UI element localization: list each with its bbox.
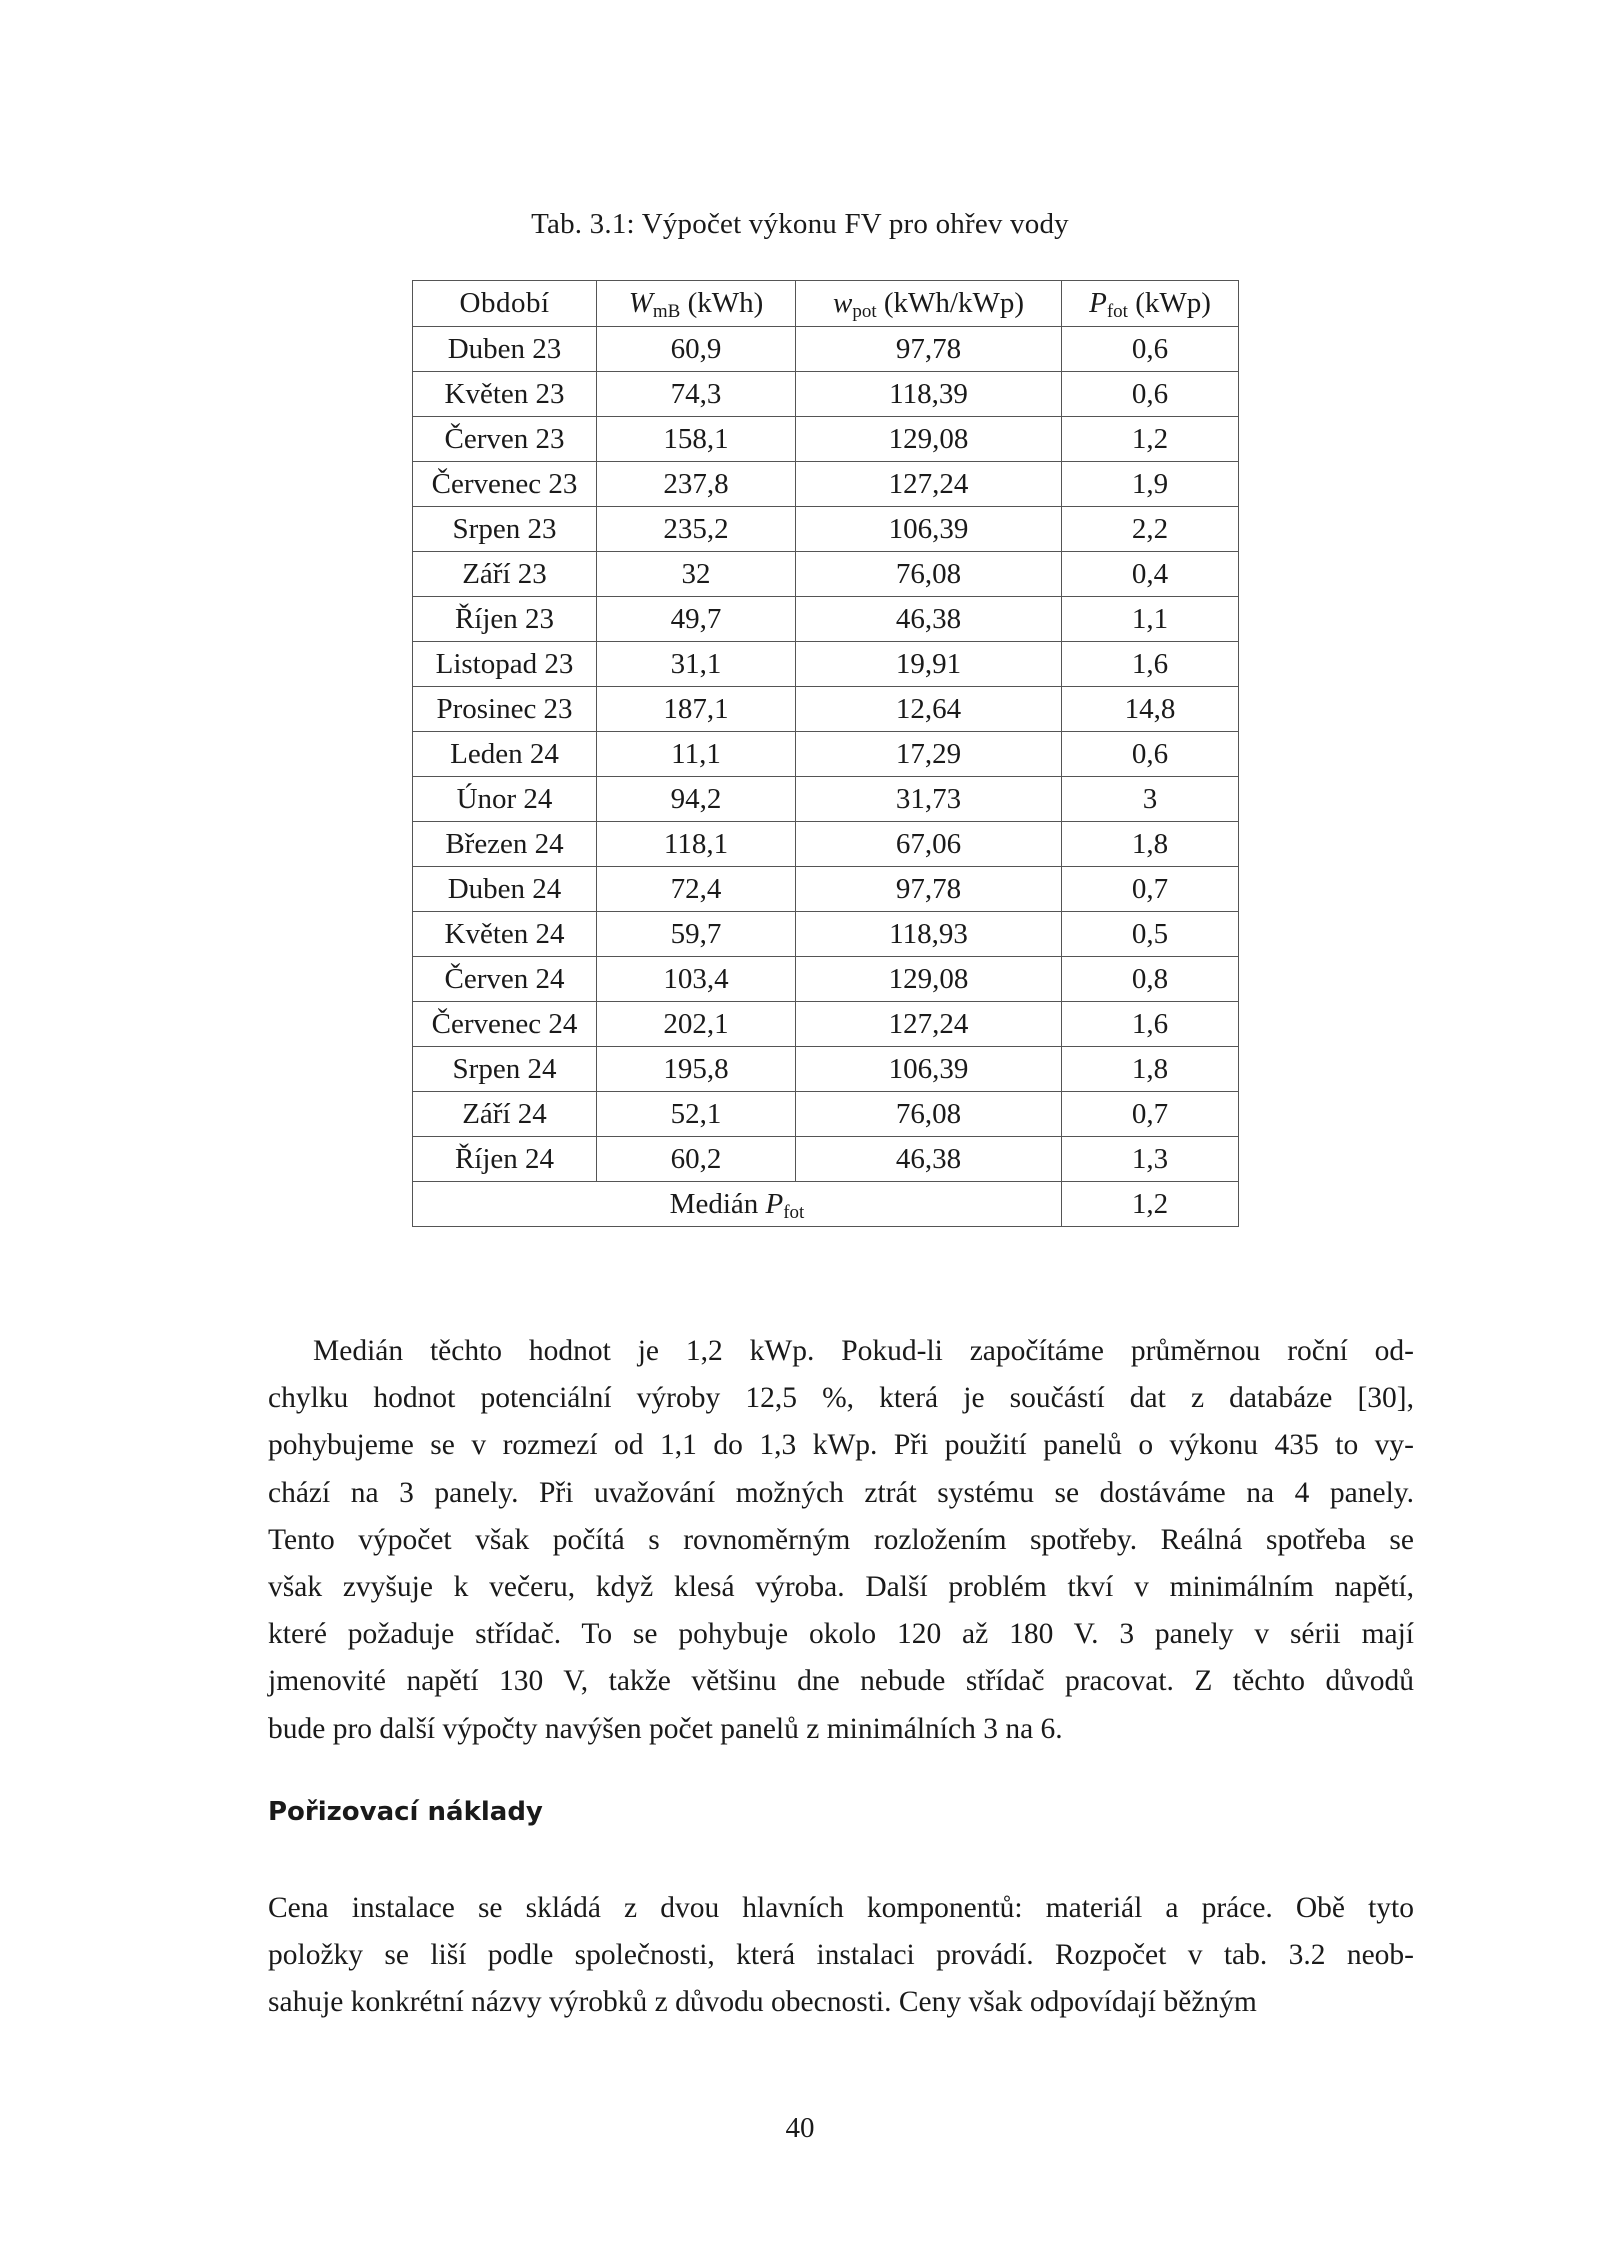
text-line: bude pro další výpočty navýšen počet panelů z minimálních 3 na 6. [268, 1712, 1063, 1745]
table-row [413, 372, 1239, 417]
cell-period: Duben 23 [413, 327, 597, 372]
table-header-row [413, 281, 1239, 327]
table-row [413, 462, 1239, 507]
header-wmb: $W_{mB}$ (kWh) [597, 281, 796, 327]
cell-wpot: 19,91 [796, 642, 1062, 687]
cell-period: Srpen 24 [413, 1047, 597, 1092]
median-label: Medián $P_{fot}$ [413, 1182, 1062, 1227]
table-row [413, 822, 1239, 867]
cell-pfot: 1,1 [1062, 597, 1239, 642]
cell-wmb: 59,7 [597, 912, 796, 957]
cell-wpot: 118,93 [796, 912, 1062, 957]
table-row [413, 1047, 1239, 1092]
cell-wmb: 52,1 [597, 1092, 796, 1137]
page-number: 40 [785, 2112, 815, 2144]
cell-wmb: 187,1 [597, 687, 796, 732]
cell-period: Prosinec 23 [413, 687, 597, 732]
cell-pfot: 0,7 [1062, 1092, 1239, 1137]
paragraph-acquisition-costs [268, 1885, 1414, 2027]
cell-wpot: 46,38 [796, 597, 1062, 642]
table-row [413, 327, 1239, 372]
table-row [413, 867, 1239, 912]
table-row [413, 642, 1239, 687]
cell-wmb: 31,1 [597, 642, 796, 687]
cell-pfot: 0,8 [1062, 957, 1239, 1002]
cell-period: Červen 24 [413, 957, 597, 1002]
table-row [413, 1092, 1239, 1137]
table-row [413, 777, 1239, 822]
cell-pfot: 0,5 [1062, 912, 1239, 957]
cell-pfot: 0,4 [1062, 552, 1239, 597]
cell-period: Duben 24 [413, 867, 597, 912]
cell-wmb: 195,8 [597, 1047, 796, 1092]
median-value: 1,2 [1062, 1182, 1239, 1227]
cell-wmb: 74,3 [597, 372, 796, 417]
text-line: jmenovité napětí 130 V, takže většinu dne nebude střídač pracovat. Z těchto důvodů [268, 1665, 1414, 1698]
cell-wpot: 106,39 [796, 507, 1062, 552]
table-row [413, 732, 1239, 777]
cell-wpot: 31,73 [796, 777, 1062, 822]
pv-calculation-table [412, 280, 1239, 1227]
table-row [413, 597, 1239, 642]
table-row [413, 552, 1239, 597]
text-line: které požaduje střídač. To se pohybuje okolo 120 až 180 V. 3 panely v sérii mají [268, 1618, 1414, 1651]
cell-period: Listopad 23 [413, 642, 597, 687]
cell-period: Květen 24 [413, 912, 597, 957]
cell-pfot: 2,2 [1062, 507, 1239, 552]
median-row [413, 1182, 1239, 1227]
cell-period: Květen 23 [413, 372, 597, 417]
cell-wpot: 106,39 [796, 1047, 1062, 1092]
cell-wpot: 127,24 [796, 1002, 1062, 1047]
cell-wmb: 11,1 [597, 732, 796, 777]
table-caption: Tab. 3.1: Výpočet výkonu FV pro ohřev vody [531, 208, 1069, 240]
cell-period: Leden 24 [413, 732, 597, 777]
table-row [413, 1002, 1239, 1047]
cell-wmb: 72,4 [597, 867, 796, 912]
cell-wmb: 158,1 [597, 417, 796, 462]
cell-pfot: 0,6 [1062, 732, 1239, 777]
table-row [413, 507, 1239, 552]
table-body [413, 327, 1239, 1182]
text-line: sahuje konkrétní názvy výrobků z důvodu obecnosti. Ceny však odpovídají běžným [268, 1986, 1257, 2019]
text-line: Tento výpočet však počítá s rovnoměrným rozložením spotřeby. Reálná spotřeba se [268, 1523, 1414, 1556]
cell-wpot: 118,39 [796, 372, 1062, 417]
cell-pfot: 1,8 [1062, 1047, 1239, 1092]
cell-wmb: 94,2 [597, 777, 796, 822]
cell-period: Říjen 23 [413, 597, 597, 642]
cell-wmb: 60,2 [597, 1137, 796, 1182]
section-heading: Pořizovací náklady [268, 1797, 543, 1827]
cell-pfot: 1,8 [1062, 822, 1239, 867]
cell-wpot: 76,08 [796, 1092, 1062, 1137]
table-row [413, 417, 1239, 462]
paragraph-median-discussion [268, 1328, 1414, 1753]
cell-wpot: 129,08 [796, 417, 1062, 462]
cell-pfot: 14,8 [1062, 687, 1239, 732]
text-line: Medián těchto hodnot je 1,2 kWp. Pokud-li započítáme průměrnou roční od- [313, 1335, 1414, 1367]
cell-period: Říjen 24 [413, 1137, 597, 1182]
cell-wpot: 97,78 [796, 327, 1062, 372]
cell-wmb: 237,8 [597, 462, 796, 507]
header-period: Období [413, 281, 597, 327]
cell-wmb: 103,4 [597, 957, 796, 1002]
cell-period: Září 23 [413, 552, 597, 597]
cell-wpot: 129,08 [796, 957, 1062, 1002]
cell-wmb: 60,9 [597, 327, 796, 372]
cell-wpot: 12,64 [796, 687, 1062, 732]
cell-pfot: 1,6 [1062, 642, 1239, 687]
table-row [413, 687, 1239, 732]
cell-pfot: 0,7 [1062, 867, 1239, 912]
cell-wmb: 118,1 [597, 822, 796, 867]
cell-period: Srpen 23 [413, 507, 597, 552]
cell-period: Březen 24 [413, 822, 597, 867]
text-line: pohybujeme se v rozmezí od 1,1 do 1,3 kWp. Při použití panelů o výkonu 435 to vy- [268, 1429, 1414, 1462]
cell-wpot: 67,06 [796, 822, 1062, 867]
cell-wmb: 32 [597, 552, 796, 597]
cell-pfot: 1,9 [1062, 462, 1239, 507]
cell-pfot: 1,2 [1062, 417, 1239, 462]
cell-period: Červenec 24 [413, 1002, 597, 1047]
text-line: položky se liší podle společnosti, která instalaci provádí. Rozpočet v tab. 3.2 neob- [268, 1939, 1414, 1972]
cell-pfot: 0,6 [1062, 372, 1239, 417]
cell-period: Únor 24 [413, 777, 597, 822]
text-line: Cena instalace se skládá z dvou hlavních komponentů: materiál a práce. Obě tyto [268, 1892, 1414, 1924]
cell-pfot: 1,6 [1062, 1002, 1239, 1047]
cell-pfot: 0,6 [1062, 327, 1239, 372]
cell-wmb: 49,7 [597, 597, 796, 642]
header-pfot: $P_{fot}$ (kWp) [1062, 281, 1239, 327]
text-line: chylku hodnot potenciální výroby 12,5 %, která je součástí dat z databáze [30], [268, 1382, 1414, 1415]
text-line: však zvyšuje k večeru, když klesá výroba. Další problém tkví v minimálním napětí, [268, 1571, 1414, 1604]
cell-wpot: 46,38 [796, 1137, 1062, 1182]
cell-period: Červen 23 [413, 417, 597, 462]
text-line: chází na 3 panely. Při uvažování možných ztrát systému se dostáváme na 4 panely. [268, 1476, 1414, 1509]
cell-wpot: 127,24 [796, 462, 1062, 507]
cell-wpot: 97,78 [796, 867, 1062, 912]
cell-pfot: 1,3 [1062, 1137, 1239, 1182]
cell-period: Září 24 [413, 1092, 597, 1137]
table-row [413, 912, 1239, 957]
cell-wpot: 76,08 [796, 552, 1062, 597]
cell-pfot: 3 [1062, 777, 1239, 822]
table-row [413, 957, 1239, 1002]
cell-wpot: 17,29 [796, 732, 1062, 777]
cell-period: Červenec 23 [413, 462, 597, 507]
table-row [413, 1137, 1239, 1182]
cell-wmb: 202,1 [597, 1002, 796, 1047]
cell-wmb: 235,2 [597, 507, 796, 552]
header-wpot: $w_{pot}$ (kWh/kWp) [796, 281, 1062, 327]
